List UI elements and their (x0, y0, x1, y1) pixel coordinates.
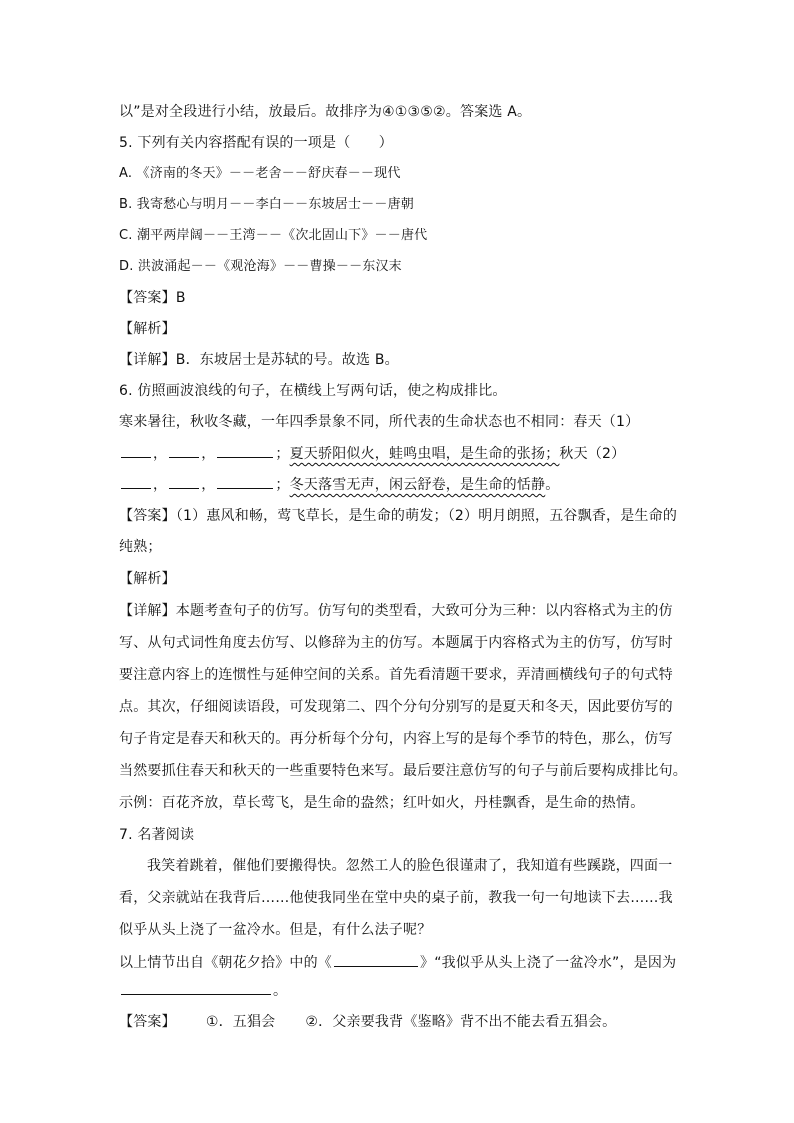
q6-answer (119, 506, 677, 526)
q5-option-b: B. 我寄愁心与明月－－李白－－东坡居士－－唐朝 (119, 197, 414, 212)
q7-question-line-2 (119, 980, 287, 1001)
comma: ， (201, 446, 216, 462)
blank-reason[interactable] (121, 980, 271, 995)
q7-answer (119, 1012, 616, 1032)
answer-text: （1）惠风和畅，莺飞草长，是生命的萌发；（2）明月朗照，五谷飘香，是生命的 (175, 508, 678, 524)
q5-detail: 【详解】B．东坡居士是苏轼的号。故选 B。 (119, 352, 399, 368)
question-5-stem: 5. 下列有关内容搭配有误的一项是（ ） (119, 135, 394, 151)
q6-detail-line: 要注意内容上的连惯性与延伸空间的关系。首先看清题干要求，弄清画横线句子的句式特 (119, 667, 673, 683)
answer-label: 【答案】 (119, 508, 176, 524)
question-text: 以上情节出自《朝花夕拾》中的《 (119, 955, 332, 971)
answer-label: 【答案】 (119, 1014, 176, 1030)
q4-analysis-tail: 以”是对全段进行小结，放最后。故排序为④①③⑤②。答案选 A。 (119, 104, 532, 120)
period: 。 (273, 983, 288, 999)
q7-passage-line: 似乎从头上浇了一盆冷水。但是，有什么法子呢？ (119, 922, 432, 938)
comma: ， (153, 446, 168, 462)
q6-detail-line: 【详解】本题考查句子的仿写。仿写句的类型看，大致可分为三种：以内容格式为主的仿 (119, 603, 673, 619)
q5-analysis-label: 【解析】 (119, 321, 176, 337)
answer-2: ②．父亲要我背《鉴略》背不出不能去看五猖会。 (305, 1014, 617, 1030)
blank-essay-title[interactable] (334, 952, 418, 967)
semicolon: ； (275, 446, 290, 462)
q6-detail-line: 句子肯定是春天和秋天的。再分析每个分句，内容上写的是每个季节的特色，那么，仿写 (119, 731, 673, 747)
q6-detail-line: 当然要抓住春天和秋天的一些重要特色来写。最后要注意仿写的句子与前后要构成排比句。 (119, 763, 687, 779)
semicolon: ； (275, 477, 290, 493)
blank-1b[interactable] (169, 443, 199, 458)
q5-option-d: D. 洪波涌起－－《观沧海》－－曹操－－东汉末 (119, 259, 402, 274)
q6-passage-line-1: 寒来暑往，秋收冬藏，一年四季景象不同，所代表的生命状态也不相同：春天（1） (119, 414, 640, 430)
answer-value: B (175, 290, 186, 306)
question-6-stem: 6. 仿照画波浪线的句子，在横线上写两句话，使之构成排比。 (119, 383, 507, 399)
comma: ， (153, 477, 168, 493)
blank-2a[interactable] (121, 474, 151, 489)
q6-detail-line: 点。其次，仔细阅读语段，可发现第二、四个分句分别写的是夏天和冬天，因此要仿写的 (119, 699, 673, 715)
q7-passage-line: 看，父亲就站在我背后……他使我同坐在堂中央的桌子前，教我一句一句地读下去……我 (119, 890, 673, 906)
answer-1: ①．五猖会 (205, 1014, 276, 1030)
q6-detail-line: 写、从句式词性角度去仿写、以修辞为主的仿写。本题属于内容格式为主的仿写，仿写时 (119, 635, 673, 651)
blank-1c[interactable] (217, 443, 273, 458)
q6-detail-line: 示例：百花齐放，草长莺飞，是生命的盎然；红叶如火，丹桂飘香，是生命的热情。 (119, 795, 645, 811)
q6-answer-cont: 纯熟； (119, 539, 162, 555)
autumn-label: 秋天（2） (559, 446, 626, 462)
q7-question-line (119, 952, 676, 973)
blank-2c[interactable] (217, 474, 273, 489)
period: 。 (545, 477, 560, 493)
comma: ， (201, 477, 216, 493)
q5-option-c: C. 潮平两岸阔－－王湾－－《次北固山下》－－唐代 (119, 228, 428, 243)
question-7-stem: 7. 名著阅读 (119, 827, 195, 843)
wavy-sentence-winter: 冬天落雪无声，闲云舒卷，是生命的恬静 (289, 477, 546, 493)
q6-passage-line-3 (119, 474, 559, 495)
q7-passage-line: 我笑着跳着，催他们要搬得快。忽然工人的脸色很谨肃了，我知道有些蹊跷，四面一 (147, 858, 673, 874)
blank-1a[interactable] (121, 443, 151, 458)
q6-analysis-label: 【解析】 (119, 571, 176, 587)
answer-label: 【答案】 (119, 290, 176, 306)
q6-passage-line-2 (119, 443, 625, 464)
blank-2b[interactable] (169, 474, 199, 489)
wavy-sentence-summer: 夏天骄阳似火，蛙鸣虫唱，是生命的张扬； (289, 446, 560, 462)
q5-option-a: A. 《济南的冬天》－－老舍－－舒庆春－－现代 (119, 166, 401, 181)
q5-answer (119, 288, 186, 308)
question-text: 》“我似乎从头上浇了一盆冷水”，是因为 (420, 955, 677, 971)
